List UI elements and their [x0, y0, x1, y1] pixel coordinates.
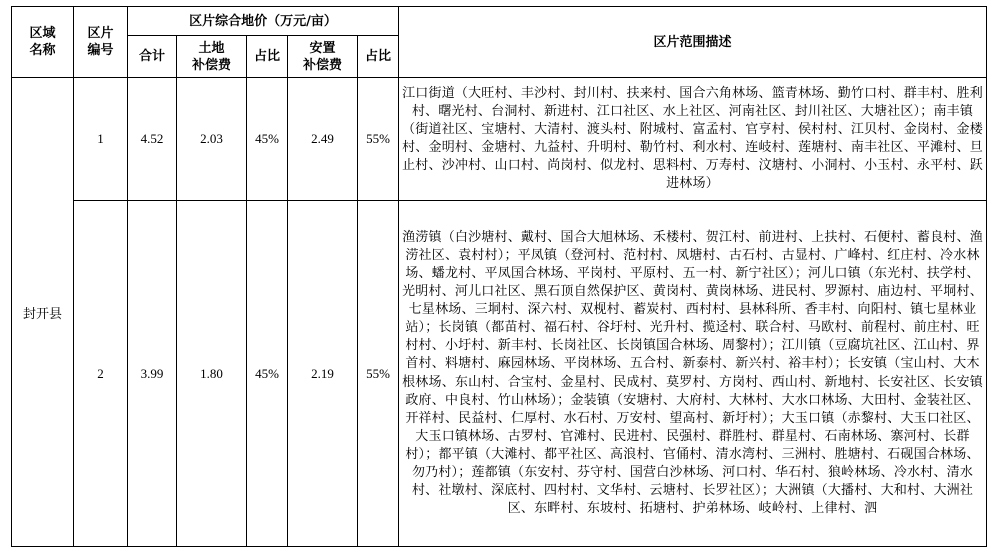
- header-scope: 区片范围描述: [399, 7, 987, 78]
- header-total: 合计: [128, 36, 177, 78]
- total-price: 4.52: [128, 78, 177, 201]
- header-ratio-land: 占比: [247, 36, 288, 78]
- land-ratio: 45%: [247, 78, 288, 201]
- table-row: [12, 78, 987, 201]
- county-name: 封开县: [12, 78, 74, 547]
- land-comp-value: 1.80: [177, 201, 247, 547]
- scope-description: 江口街道（大旺村、丰沙村、封川村、扶来村、国合六角林场、篮青林场、勤竹口村、群丰村、胜利村、曙光村、台洞村、新进村、江口社区、水上社区、河南社区、封川社区、大塘社区）；南丰镇（街道社区、宝塘村、大清村、渡头村、附城村、富孟村、官亨村、侯村村、江贝村、金岗村、金楼村、金明村、金塘村、九益村、升明村、勒竹村、利水村、连岐村、莲塘村、南丰社区、平滩村、旦止村、沙冲村、山口村、尚岗村、似龙村、思料村、万寿村、汶塘村、小洞村、小玉村、永平村、跃进林场）: [399, 78, 987, 201]
- table-row: [12, 201, 987, 547]
- header-district-no: 区片 编号: [74, 7, 128, 78]
- resettle-comp-value: 2.49: [288, 78, 358, 201]
- header-ratio-resettle: 占比: [358, 36, 399, 78]
- resettle-ratio: 55%: [358, 78, 399, 201]
- district-no: 1: [74, 78, 128, 201]
- resettle-comp-value: 2.19: [288, 201, 358, 547]
- header-land-comp: 土地 补偿费: [177, 36, 247, 78]
- header-resettle-comp: 安置 补偿费: [288, 36, 358, 78]
- land-comp-value: 2.03: [177, 78, 247, 201]
- land-price-table: [11, 6, 987, 547]
- scope-description: 渔涝镇（白沙塘村、戴村、国合大旭林场、禾楼村、贺江村、前进村、上扶村、石便村、蓄良村、渔涝社区、袁村村）；平凤镇（登河村、范村村、凤塘村、古石村、古显村、广峰村、红庄村、冷水林场、蟠龙村、平凤国合林场、平岗村、平原村、五一村、新宁社区）；河儿口镇（东光村、扶学村、光明村、河儿口社区、黑石顶自然保护区、黄岗村、黄岗林场、进民村、罗源村、庙边村、平垌村、七星林场、三垌村、深六村、双枧村、蓄炭村、西村村、县林科所、香丰村、向阳村、镇七星林业站）；长岗镇（都苗村、福石村、谷圩村、光升村、揽迳村、联合村、马欧村、前程村、前庄村、旺村村、小圩村、新丰村、长岗社区、长岗镇国合林场、周黎村）；江川镇（豆腐坑社区、江山村、界首村、料塘村、麻园林场、平岗林场、五合村、新泰村、新兴村、裕丰村）；长安镇（宝山村、大木根林场、东山村、合宝村、金星村、民成村、莫罗村、方岗村、西山村、新地村、长安社区、长安镇政府、中良村、竹山林场）；金装镇（安塘村、大府村、大林村、大水口林场、大田村、金装社区、开祥村、民益村、仁厚村、水石村、万安村、望高村、新圩村）；大玉口镇（赤黎村、大玉口社区、大玉口镇林场、古罗村、官滩村、民进村、民强村、群胜村、群星村、石南林场、寨河村、长群村）；都平镇（大滩村、都平社区、高浪村、官俑村、清水湾村、三洲村、胜塘村、石砚国合林场、勿乃村）；莲都镇（东安村、芬守村、国营白沙林场、河口村、华石村、狼岭林场、冷水村、清水村、社墩村、深底村、四村村、文华村、云塘村、长罗社区）；大洲镇（大播村、大和村、大洲社区、东畔村、东坡村、拓塘村、护弟林场、岐岭村、上律村、泗: [399, 201, 987, 547]
- header-price-group: 区片综合地价（万元/亩）: [128, 7, 399, 36]
- resettle-ratio: 55%: [358, 201, 399, 547]
- total-price: 3.99: [128, 201, 177, 547]
- district-no: 2: [74, 201, 128, 547]
- land-ratio: 45%: [247, 201, 288, 547]
- header-region-name: 区域 名称: [12, 7, 74, 78]
